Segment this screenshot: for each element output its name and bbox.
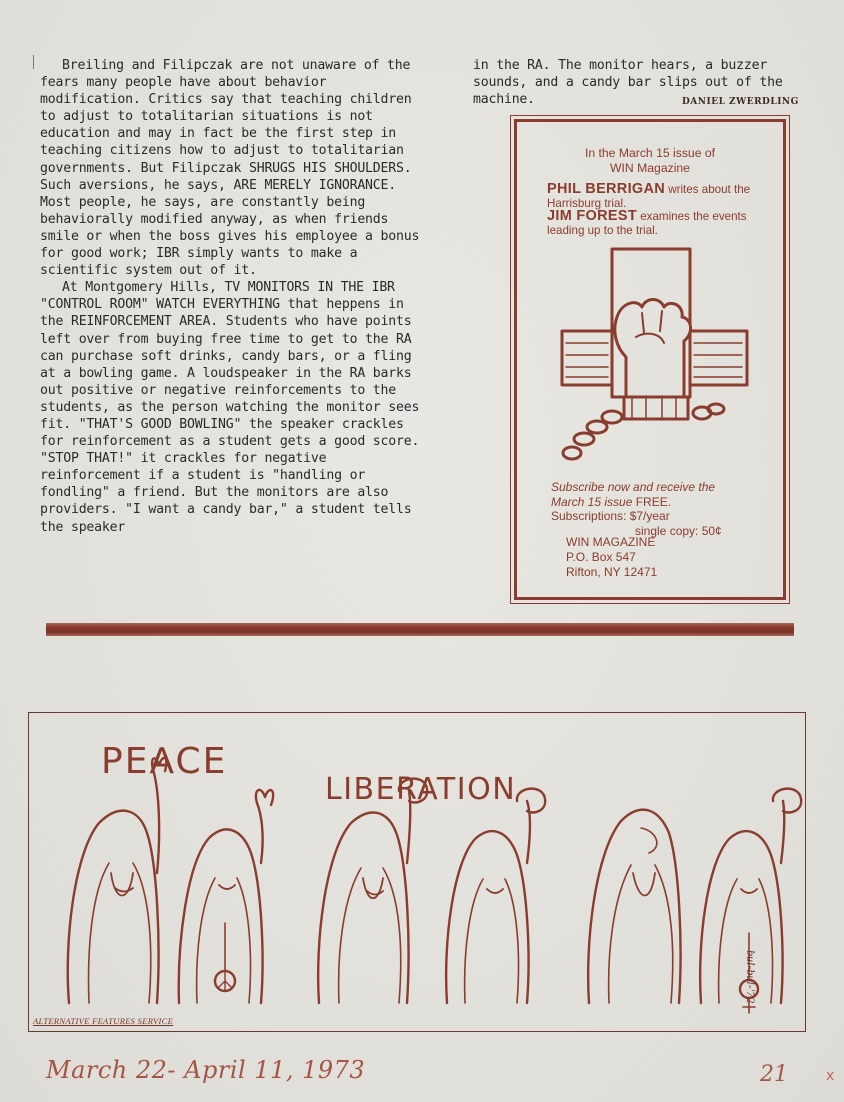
ad-subscribe-block	[551, 480, 771, 538]
feature-1-text: writes about the Harrisburg trial.	[547, 183, 751, 210]
cartoon-drawing	[29, 713, 805, 1031]
win-magazine-ad	[514, 119, 786, 600]
address-name: WIN MAGAZINE	[566, 535, 656, 549]
margin-mark	[33, 55, 34, 69]
horizontal-rule	[46, 623, 794, 636]
address-box: P.O. Box 547	[566, 550, 636, 565]
subscription-price: Subscriptions: $7/year	[551, 509, 670, 524]
peace-liberation-cartoon	[28, 712, 806, 1032]
feature-2-name: JIM FOREST	[547, 208, 638, 225]
ad-features	[547, 183, 772, 237]
cartoon-word-liberation: LIBERATION	[325, 772, 517, 807]
ad-heading-line-2: WIN Magazine	[610, 161, 690, 175]
feature-2-text: examines the events leading up to the trial.	[547, 210, 747, 237]
page-number: 21	[760, 1062, 788, 1087]
article-paragraph-2: At Montgomery Hills, TV MONITORS IN THE IBR "CONTROL ROOM" WATCH EVERYTHING that heppens in the REINFORCEMENT AREA. Students who have points left over from buying free time to get to the RA can purchase soft drinks, candy bars, or a fling at a bowling game. A loudspeaker in the RA barks out positive or negative reinforcements to the students, as the person watching the monitor sees fit. "THAT'S GOOD BOWLING" the speaker crackles for reinforcement as a student gets a good score. "STOP THAT!" it crackles for negative reinforcement if a student is "handling or fondling" a friend. But the monitors are also providers. "I want a candy bar," a student tells the speaker	[40, 280, 420, 535]
subscribe-line-1: Subscribe now and receive the	[551, 480, 716, 494]
address-city: Rifton, NY 12471	[566, 565, 658, 580]
ad-address	[566, 535, 657, 581]
article-right-column: in the RA. The monitor hears, a buzzer sounds, and a candy bar slips out of the machine.	[473, 58, 783, 108]
cartoonist-signature: bul-bul-'72	[744, 950, 758, 1004]
feature-1-name: PHIL BERRIGAN	[547, 181, 666, 197]
x-mark: x	[826, 1068, 835, 1084]
article-paragraph-1: Breiling and Filipczak are not unaware of the fears many people have about behavior modification. Critics say that teaching children to adjust to totalitarian situations is not education and may in fact be the first step in teaching citizens how to adjust to totalitarian governments. But Filipczak SHRUGS HIS SHOULDERS. Such aversions, he says, ARE MERELY IGNORANCE. Most people, he says, are constantly being behaviorally modified anyway, as when friends smile or when the boss gives his employee a bonus for good work; IBR simply wants to make a scientific system out of it.	[40, 58, 420, 279]
subscribe-line-2-bold: FREE.	[632, 494, 672, 509]
cross-fist-illustration	[542, 247, 762, 472]
single-copy-price: single copy: 50¢	[635, 523, 722, 538]
handwritten-date: March 22- April 11, 1973	[46, 1056, 366, 1084]
article-left-column	[40, 57, 430, 536]
subscribe-line-2-italic: March 15 issue	[551, 494, 633, 509]
ad-heading	[517, 146, 783, 176]
ad-heading-line-1: In the March 15 issue of	[584, 146, 716, 160]
cartoon-credit: ALTERNATIVE FEATURES SERVICE	[33, 1016, 174, 1026]
cartoon-word-peace: PEACE	[101, 741, 228, 782]
byline: DANIEL ZWERDLING	[682, 97, 799, 107]
